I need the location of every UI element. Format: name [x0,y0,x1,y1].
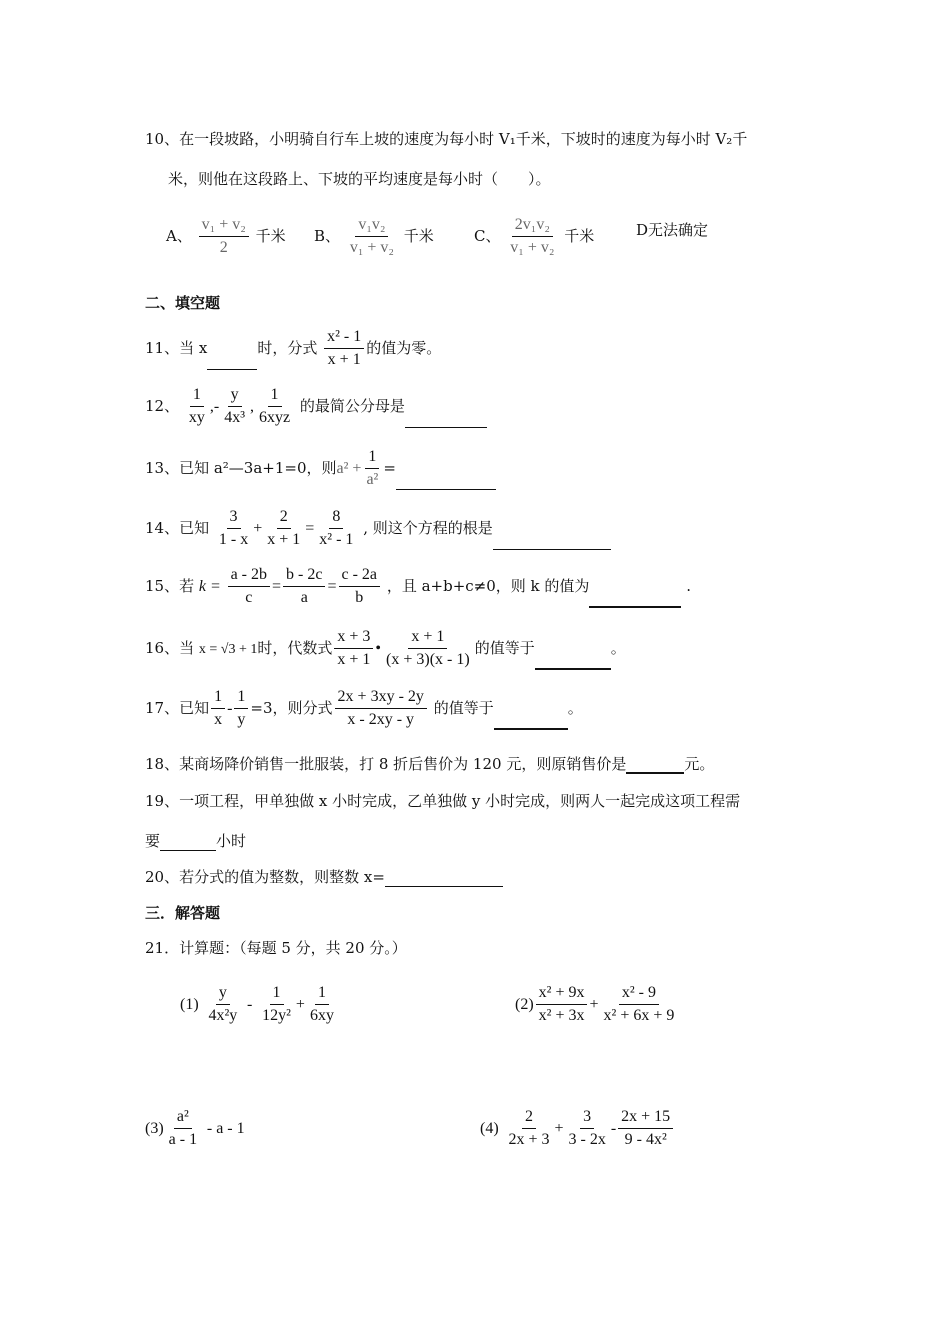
q11-mid: 时，分式 [257,338,318,357]
q17-suffix: 的值等于 [433,698,494,717]
fraction [259,984,294,1026]
q21-part-3 [145,1108,245,1150]
option-unit: 千米 [403,226,434,245]
question-19-line1: 19、一项工程，甲单独做 x 小时完成，乙单独做 y 小时完成，则两人一起完成这项工程需 [145,792,741,810]
operator: - [610,1119,617,1137]
denominator: 9 - 4x² [624,1131,667,1149]
numerator: c - 2a [339,566,381,587]
equals: = [383,458,396,477]
fraction [199,216,249,258]
q20-text: 20、若分式的值为整数，则整数 x= [145,868,385,886]
q21-part-4 [480,1108,675,1150]
numerator: y [228,386,242,407]
denominator: 2 [219,239,228,257]
fraction [505,1108,552,1150]
q13-prefix: 13、已知 a²—3a+1=0，则 [145,458,337,477]
operator: - [247,995,253,1013]
question-17 [145,688,583,730]
q10-option-b [314,216,434,258]
q10-option-c [474,216,594,258]
denominator: x + 1 [327,351,361,369]
q11-suffix: 的值为零。 [366,338,442,357]
numerator: 1 [365,448,379,469]
denominator: x [214,711,223,729]
answer-blank[interactable] [396,475,496,490]
q15-mid: ，且 a+b+c≠0，则 k 的值为 [386,576,590,595]
operator: - [227,699,233,717]
denominator: a - 1 [168,1131,198,1149]
numerator: 2x + 3xy - 2y [335,688,427,709]
fraction [334,628,373,670]
answer-blank[interactable] [535,654,611,670]
fraction [234,688,248,730]
option-unit: 千米 [255,226,286,245]
q12-prefix: 12、 [145,396,180,415]
fraction [335,688,427,730]
q16-mid: 时，代数式 [257,638,333,657]
question-16 [145,628,626,670]
fraction [566,1108,609,1150]
denominator: x² + 3x [538,1007,585,1025]
question-20 [145,866,503,887]
numerator: 2x + 15 [618,1108,673,1129]
question-14 [145,508,611,550]
fraction [211,688,225,730]
fraction [536,984,588,1026]
part-label: (1) [180,995,199,1013]
fraction [324,328,364,370]
q12-suffix: 的最简公分母是 [299,396,405,415]
numerator: v₁v₂ [355,216,388,237]
numerator: 3 [227,508,241,529]
question-13 [145,448,496,490]
fraction [186,386,208,428]
question-18 [145,753,714,774]
q16-suffix: 的值等于 [474,638,535,657]
option-label: B、 [314,226,341,245]
denominator: x + 1 [267,531,301,549]
numerator: v₁ + v₂ [199,216,249,237]
q17-mid: =3，则分式 [250,698,333,717]
numerator: x + 3 [334,628,373,649]
q21-title: 21．计算题：（每题 5 分，共 20 分。） [145,939,407,957]
q15-prefix: 15、若 [145,576,195,595]
section-title-solve: 三．解答题 [145,904,221,922]
operator: • [375,639,382,657]
operator: + [554,1119,564,1137]
answer-blank[interactable] [494,714,568,730]
option-label: A、 [166,226,192,245]
fraction [166,1108,200,1150]
operator: = [305,519,315,537]
numerator: b - 2c [283,566,325,587]
question-12 [145,386,487,428]
numerator: x² - 9 [619,984,659,1005]
q18-end: 元。 [684,755,715,773]
q14-suffix: , 则这个方程的根是 [363,518,493,537]
denominator: x - 2xy - y [347,711,415,729]
operator: + [295,995,305,1013]
q21-part-1 [180,984,339,1026]
fraction [283,566,325,608]
denominator: xy [188,409,205,427]
answer-blank[interactable] [385,872,503,887]
numerator: 3 [580,1108,594,1129]
numerator: 1 [211,688,225,709]
separator: , [250,397,254,415]
fraction [347,216,397,258]
expression: - a - 1 [206,1119,245,1137]
operator: + [589,995,599,1013]
denominator: c [245,589,253,607]
q17-prefix: 17、已知 [145,698,210,717]
q15-end: . [686,576,691,595]
answer-blank[interactable] [207,355,257,370]
fraction [618,1108,673,1150]
fraction [216,508,251,550]
condition: x = √3 + 1 [198,641,258,657]
fraction [264,508,303,550]
q10-line2: 米，则他在这段路上、下坡的平均速度是每小时（ ）。 [168,170,551,188]
fraction [601,984,678,1026]
numerator: 1 [234,688,248,709]
numerator: x² - 1 [324,328,364,349]
fraction [228,566,270,608]
q18-text: 18、某商场降价销售一批服装，打 8 折后售价为 120 元，则原销售价是 [145,755,627,773]
q14-prefix: 14、已知 [145,518,210,537]
part-label: (4) [480,1119,499,1137]
q19-prefix: 要 [145,832,161,850]
q16-end: 。 [610,638,626,657]
numerator: 8 [329,508,343,529]
numerator: 2 [277,508,291,529]
question-11 [145,328,441,370]
answer-blank[interactable] [160,836,216,851]
part-label: (3) [145,1119,164,1137]
answer-blank[interactable] [405,413,487,428]
question-15: 15、若 k = $\frac{a - 2b}{c}$ = $\frac{b - 2c}{a}$ = $\frac{c - 2a}{b}$ ，且 a+b+c≠0，则 k 的值为 . [145,566,691,607]
numerator: 2v₁v₂ [512,216,553,237]
denominator: 12y² [262,1007,291,1025]
numerator: 1 [190,386,204,407]
denominator: a [300,589,308,607]
fraction [256,386,293,428]
denominator: x² - 1 [319,531,354,549]
numerator: 1 [268,386,282,407]
numerator: 1 [270,984,284,1005]
denominator: v₁ + v₂ [510,239,555,257]
option-unit: 千米 [564,226,595,245]
numerator: y [216,984,230,1005]
denominator: 6xyz [259,409,291,427]
fraction [316,508,356,550]
q10-line1: 10、在一段坡路，小明骑自行车上坡的速度为每小时 V₁千米，下坡时的速度为每小时 V₂千 [145,130,748,148]
q19-suffix: 小时 [216,832,247,850]
numerator: 1 [315,984,329,1005]
fraction [383,628,473,670]
fraction [363,448,381,490]
numerator: x + 1 [408,628,447,649]
denominator: 2x + 3 [508,1131,550,1149]
denominator: 3 - 2x [568,1131,606,1149]
operator: + [253,519,263,537]
section-title-fill-blank: 二、填空题 [145,294,221,312]
denominator: 4x³ [224,409,245,427]
denominator: 6xy [309,1007,334,1025]
q10-option-a [166,216,286,258]
denominator: 4x²y [208,1007,238,1025]
fraction [339,566,381,608]
q11-prefix: 11、当 x [145,338,208,357]
q17-end: 。 [567,698,583,717]
denominator: y [237,711,246,729]
question-19-line2 [145,830,246,851]
denominator: a² [366,471,379,489]
fraction [307,984,337,1026]
denominator: x² + 6x + 9 [603,1007,675,1025]
answer-blank[interactable] [589,592,681,608]
q16-prefix: 16、当 [145,638,195,657]
q21-part-2 [515,984,679,1026]
numerator: x² + 9x [536,984,588,1005]
expression: a² + [336,459,362,477]
denominator: x + 1 [337,651,371,669]
numerator: a² [174,1108,192,1129]
option-label: C、 [474,226,501,245]
denominator: (x + 3)(x - 1) [386,651,470,669]
numerator: 2 [522,1108,536,1129]
fraction [221,386,248,428]
k-variable: k = [198,577,221,595]
separator: ,- [209,397,220,415]
part-label: (2) [515,995,534,1013]
answer-blank[interactable] [626,758,684,774]
q10-option-d: D无法确定 [636,221,709,239]
denominator: v₁ + v₂ [349,239,394,257]
denominator: b [355,589,364,607]
fraction [507,216,557,258]
numerator: a - 2b [228,566,270,587]
answer-blank[interactable] [493,535,611,550]
denominator: 1 - x [218,531,249,549]
fraction [205,984,240,1026]
